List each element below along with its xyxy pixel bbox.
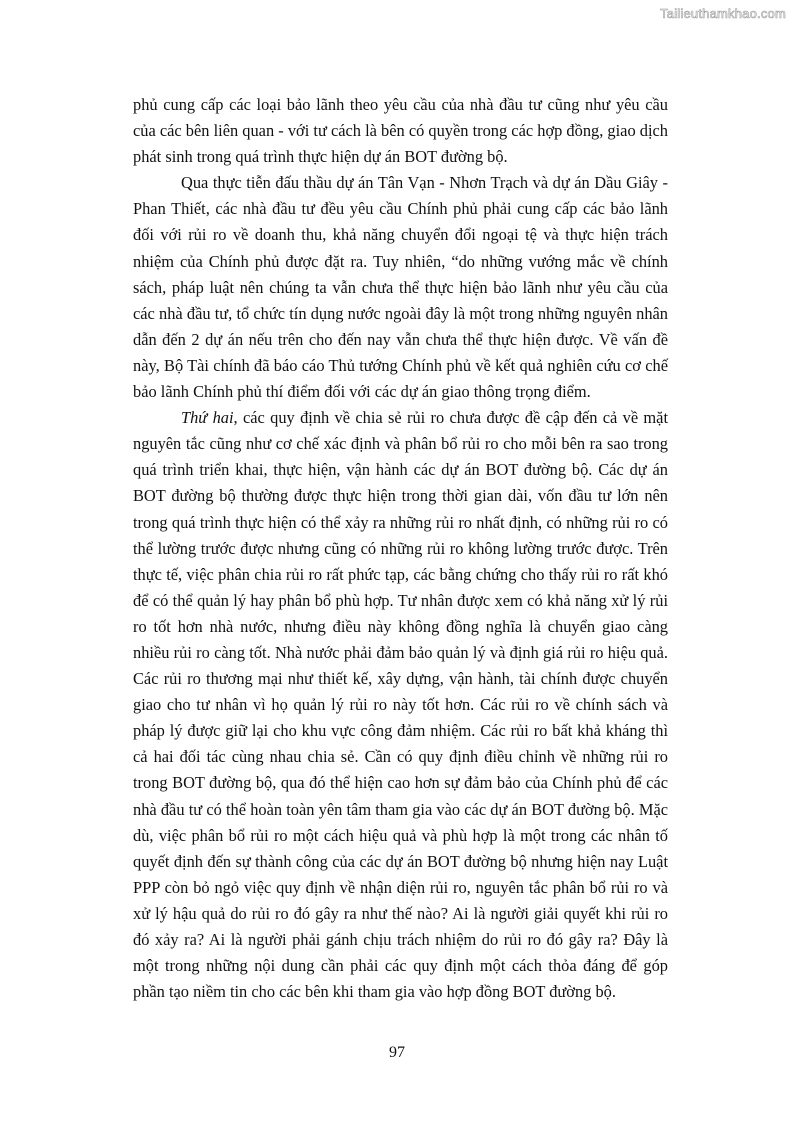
document-body — [133, 92, 668, 1005]
watermark-text: Tailieuthamkhao.com — [660, 6, 786, 21]
page-number: 97 — [389, 1044, 405, 1061]
paragraph-risk-sharing — [133, 405, 668, 1005]
paragraph-continuation — [133, 92, 668, 170]
paragraph-text: Qua thực tiễn đấu thầu dự án Tân Vạn - Nhơn Trạch và dự án Dầu Giây - Phan Thiết, các nhà đầu tư đều yêu cầu Chính phủ phải cung cấp các bảo lãnh đối với rủi ro về doanh thu, khả năng chuyển đổi ngoại tệ và thực hiện trách nhiệm của Chính phủ được đặt ra. Tuy nhiên, “do những vướng mắc về chính sách, pháp luật nên chúng ta vẫn chưa thể thực hiện bảo lãnh như yêu cầu của các nhà đầu tư, tổ chức tín dụng nước ngoài đây là một trong những nguyên nhân dẫn đến 2 dự án nếu trên cho đến nay vẫn chưa thể thực hiện được. Về vấn đề này, Bộ Tài chính đã báo cáo Thủ tướng Chính phủ về kết quả nghiên cứu cơ chế bảo lãnh Chính phủ thí điểm đối với các dự án giao thông trọng điểm. — [133, 173, 668, 402]
paragraph-bidding-practice — [133, 170, 668, 405]
paragraph-lead-italic: Thứ hai — [181, 408, 234, 428]
paragraph-text: phủ cung cấp các loại bảo lãnh theo yêu cầu của nhà đầu tư cũng như yêu cầu của các bên liên quan - với tư cách là bên có quyền trong các hợp đồng, giao dịch phát sinh trong quá trình thực hiện dự án BOT đường bộ. — [133, 95, 668, 167]
paragraph-text: , các quy định về chia sẻ rủi ro chưa được đề cập đến cả về mặt nguyên tắc cũng như cơ chế xác định và phân bổ rủi ro cho mỗi bên ra sao trong quá trình triển khai, thực hiện, vận hành các dự án BOT đường bộ. Các dự án BOT đường bộ thường được thực hiện trong thời gian dài, vốn đầu tư lớn nên trong quá trình thực hiện có thể xảy ra những rủi ro nhất định, có những rủi ro có thể lường trước được nhưng cũng có những rủi ro không lường trước được. Trên thực tế, việc phân chia rủi ro rất phức tạp, các bằng chứng cho thấy rủi ro rất khó để có thể quản lý hay phân bổ phù hợp. Tư nhân được xem có khả năng xử lý rủi ro tốt hơn nhà nước, nhưng điều này không đồng nghĩa là chuyển giao càng nhiều rủi ro càng tốt. Nhà nước phải đảm bảo quản lý và định giá rủi ro hiệu quả. Các rủi ro thương mại như thiết kế, xây dựng, vận hành, tài chính được chuyển giao cho tư nhân vì họ quản lý rủi ro này tốt hơn. Các rủi ro về chính sách và pháp lý được giữ lại cho khu vực công đảm nhiệm. Các rủi ro bất khả kháng thì cả hai đối tác cùng nhau chia sẻ. Cần có quy định điều chỉnh về những rủi ro trong BOT đường bộ, qua đó thể hiện cao hơn sự đảm bảo của Chính phủ để các nhà đầu tư có thể hoàn toàn yên tâm tham gia vào các dự án BOT đường bộ. Mặc dù, việc phân bổ rủi ro một cách hiệu quả và phù hợp là một trong các nhân tố quyết định đến sự thành công của các dự án BOT đường bộ nhưng hiện nay Luật PPP còn bỏ ngỏ việc quy định về nhận diện rủi ro, nguyên tắc phân bổ rủi ro và xử lý hậu quả do rủi ro đó gây ra như thế nào? Ai là người giải quyết khi rủi ro đó xảy ra? Ai là người phải gánh chịu trách nhiệm do rủi ro đó gây ra? Đây là một trong những nội dung cần phải các quy định một cách thỏa đáng để góp phần tạo niềm tin cho các bên khi tham gia vào hợp đồng BOT đường bộ. — [133, 408, 669, 1002]
